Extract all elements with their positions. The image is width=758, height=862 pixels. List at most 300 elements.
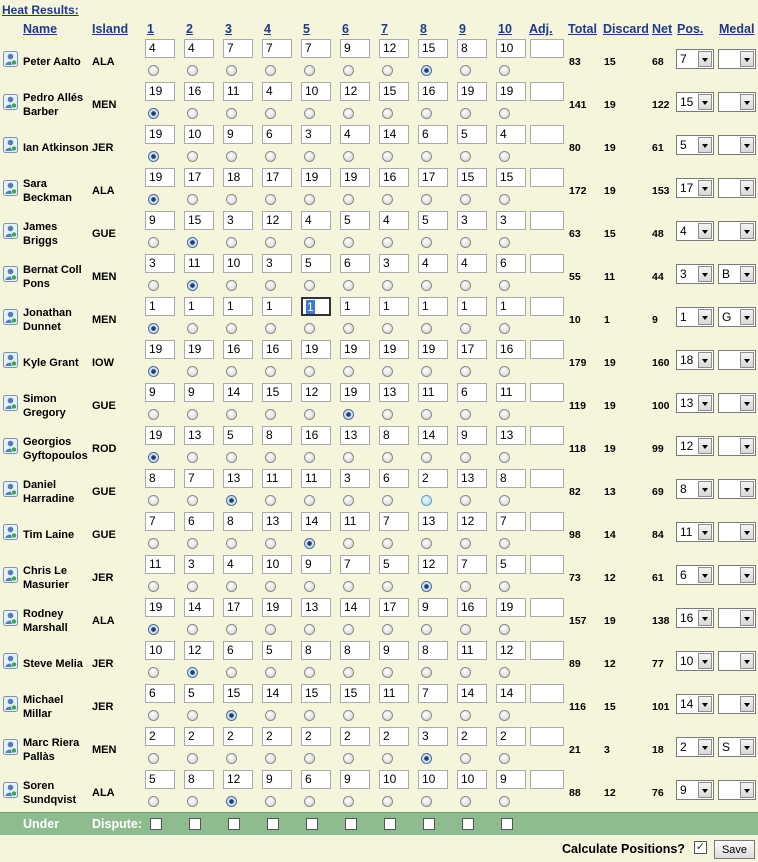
discard-radio[interactable] [187, 237, 198, 248]
race-score-input[interactable]: 15 [379, 82, 409, 101]
discard-radio[interactable] [304, 108, 315, 119]
race-score-input[interactable]: 7 [262, 39, 292, 58]
race-score-input[interactable]: 11 [379, 684, 409, 703]
discard-radio[interactable] [421, 65, 432, 76]
race-score-input[interactable]: 6 [301, 770, 331, 789]
discard-radio[interactable] [187, 753, 198, 764]
race-score-input[interactable]: 2 [457, 727, 487, 746]
discard-radio[interactable] [187, 366, 198, 377]
discard-radio[interactable] [226, 581, 237, 592]
chevron-down-icon[interactable] [698, 567, 712, 583]
adjustment-input[interactable] [530, 82, 564, 101]
discard-radio[interactable] [304, 581, 315, 592]
position-select[interactable] [676, 49, 714, 69]
race-score-input[interactable]: 6 [340, 254, 370, 273]
chevron-down-icon[interactable] [698, 266, 712, 282]
discard-radio[interactable] [382, 753, 393, 764]
discard-radio[interactable] [460, 409, 471, 420]
race-score-input[interactable]: 6 [496, 254, 526, 273]
race-score-input[interactable]: 8 [184, 770, 214, 789]
chevron-down-icon[interactable] [740, 395, 754, 411]
race-score-input[interactable]: 1 [301, 297, 331, 316]
discard-radio[interactable] [460, 753, 471, 764]
discard-radio[interactable] [265, 581, 276, 592]
race-score-input[interactable]: 12 [379, 39, 409, 58]
race-score-input[interactable]: 6 [418, 125, 448, 144]
position-select[interactable] [676, 92, 714, 112]
discard-radio[interactable] [499, 237, 510, 248]
race-score-input[interactable]: 10 [301, 82, 331, 101]
race-score-input[interactable]: 11 [301, 469, 331, 488]
user-status-icon[interactable] [3, 739, 18, 755]
adjustment-input[interactable] [530, 684, 564, 703]
discard-radio[interactable] [304, 796, 315, 807]
discard-radio[interactable] [226, 108, 237, 119]
discard-radio[interactable] [304, 667, 315, 678]
discard-radio[interactable] [304, 495, 315, 506]
discard-radio[interactable] [226, 667, 237, 678]
race-score-input[interactable]: 8 [379, 426, 409, 445]
discard-radio[interactable] [187, 581, 198, 592]
discard-radio[interactable] [460, 452, 471, 463]
discard-radio[interactable] [499, 151, 510, 162]
race-score-input[interactable]: 13 [262, 512, 292, 531]
race-score-input[interactable]: 18 [223, 168, 253, 187]
adjustment-input[interactable] [530, 211, 564, 230]
chevron-down-icon[interactable] [698, 653, 712, 669]
discard-radio[interactable] [304, 710, 315, 721]
discard-radio[interactable] [499, 108, 510, 119]
user-status-icon[interactable] [3, 94, 18, 110]
discard-radio[interactable] [460, 624, 471, 635]
race-score-input[interactable]: 15 [301, 684, 331, 703]
chevron-down-icon[interactable] [698, 696, 712, 712]
discard-radio[interactable] [460, 280, 471, 291]
position-select[interactable] [676, 350, 714, 370]
chevron-down-icon[interactable] [740, 137, 754, 153]
discard-radio[interactable] [304, 452, 315, 463]
chevron-down-icon[interactable] [740, 180, 754, 196]
race-score-input[interactable]: 12 [457, 512, 487, 531]
race-score-input[interactable]: 19 [379, 340, 409, 359]
race-score-input[interactable]: 19 [418, 340, 448, 359]
adjustment-input[interactable] [530, 39, 564, 58]
race-score-input[interactable]: 15 [457, 168, 487, 187]
discard-radio[interactable] [382, 409, 393, 420]
race-score-input[interactable]: 7 [418, 684, 448, 703]
race-score-input[interactable]: 8 [496, 469, 526, 488]
position-select[interactable] [676, 135, 714, 155]
race-score-input[interactable]: 5 [418, 211, 448, 230]
race-score-input[interactable]: 9 [145, 383, 175, 402]
adjustment-input[interactable] [530, 297, 564, 316]
race-score-input[interactable]: 10 [379, 770, 409, 789]
race-score-input[interactable]: 1 [418, 297, 448, 316]
discard-radio[interactable] [343, 409, 354, 420]
discard-radio[interactable] [187, 624, 198, 635]
race-score-input[interactable]: 5 [262, 641, 292, 660]
race-score-input[interactable]: 1 [262, 297, 292, 316]
race-score-input[interactable]: 8 [301, 641, 331, 660]
discard-radio[interactable] [499, 581, 510, 592]
race-score-input[interactable]: 6 [145, 684, 175, 703]
race-score-input[interactable]: 7 [184, 469, 214, 488]
medal-select[interactable] [718, 694, 756, 714]
discard-radio[interactable] [421, 366, 432, 377]
position-select[interactable] [676, 780, 714, 800]
discard-radio[interactable] [304, 323, 315, 334]
discard-radio[interactable] [226, 753, 237, 764]
discard-radio[interactable] [499, 710, 510, 721]
adjustment-input[interactable] [530, 426, 564, 445]
medal-select[interactable] [718, 135, 756, 155]
race-score-input[interactable]: 3 [379, 254, 409, 273]
race-score-input[interactable]: 2 [496, 727, 526, 746]
discard-radio[interactable] [226, 624, 237, 635]
discard-radio[interactable] [421, 108, 432, 119]
discard-radio[interactable] [304, 65, 315, 76]
discard-radio[interactable] [148, 366, 159, 377]
medal-select[interactable] [718, 307, 756, 327]
chevron-down-icon[interactable] [698, 524, 712, 540]
discard-radio[interactable] [343, 796, 354, 807]
race-score-input[interactable]: 19 [301, 340, 331, 359]
discard-radio[interactable] [226, 452, 237, 463]
race-score-input[interactable]: 10 [262, 555, 292, 574]
discard-radio[interactable] [265, 753, 276, 764]
position-select[interactable] [676, 522, 714, 542]
race-score-input[interactable]: 5 [145, 770, 175, 789]
user-status-icon[interactable] [3, 567, 18, 583]
race-score-input[interactable]: 4 [418, 254, 448, 273]
medal-select[interactable] [718, 393, 756, 413]
adjustment-input[interactable] [530, 125, 564, 144]
discard-radio[interactable] [382, 280, 393, 291]
discard-radio[interactable] [304, 624, 315, 635]
race-score-input[interactable]: 17 [457, 340, 487, 359]
race-score-input[interactable]: 9 [340, 770, 370, 789]
discard-radio[interactable] [265, 452, 276, 463]
discard-radio[interactable] [187, 667, 198, 678]
race-score-input[interactable]: 14 [457, 684, 487, 703]
race-score-input[interactable]: 4 [301, 211, 331, 230]
race-score-input[interactable]: 16 [418, 82, 448, 101]
discard-radio[interactable] [460, 581, 471, 592]
discard-radio[interactable] [226, 237, 237, 248]
race-score-input[interactable]: 7 [379, 512, 409, 531]
adjustment-input[interactable] [530, 469, 564, 488]
race-score-input[interactable]: 8 [262, 426, 292, 445]
discard-radio[interactable] [226, 323, 237, 334]
chevron-down-icon[interactable] [698, 51, 712, 67]
race-score-input[interactable]: 16 [379, 168, 409, 187]
race-score-input[interactable]: 15 [184, 211, 214, 230]
race-score-input[interactable]: 14 [262, 684, 292, 703]
dispute-checkbox-race-1[interactable] [150, 818, 162, 830]
race-score-input[interactable]: 4 [184, 39, 214, 58]
medal-select[interactable] [718, 780, 756, 800]
discard-radio[interactable] [460, 495, 471, 506]
chevron-down-icon[interactable] [698, 180, 712, 196]
chevron-down-icon[interactable] [740, 481, 754, 497]
race-score-input[interactable]: 4 [223, 555, 253, 574]
discard-radio[interactable] [460, 366, 471, 377]
position-select[interactable] [676, 608, 714, 628]
race-score-input[interactable]: 3 [457, 211, 487, 230]
discard-radio[interactable] [226, 409, 237, 420]
race-score-input[interactable]: 9 [496, 770, 526, 789]
discard-radio[interactable] [499, 624, 510, 635]
race-score-input[interactable]: 5 [496, 555, 526, 574]
discard-radio[interactable] [187, 65, 198, 76]
discard-radio[interactable] [265, 538, 276, 549]
discard-radio[interactable] [265, 237, 276, 248]
race-score-input[interactable]: 16 [262, 340, 292, 359]
discard-radio[interactable] [187, 409, 198, 420]
discard-radio[interactable] [187, 495, 198, 506]
dispute-checkbox-race-4[interactable] [267, 818, 279, 830]
medal-select[interactable] [718, 92, 756, 112]
adjustment-input[interactable] [530, 770, 564, 789]
dispute-checkbox-race-9[interactable] [462, 818, 474, 830]
chevron-down-icon[interactable] [740, 266, 754, 282]
discard-radio[interactable] [421, 452, 432, 463]
discard-radio[interactable] [148, 495, 159, 506]
race-score-input[interactable]: 7 [457, 555, 487, 574]
medal-select[interactable] [718, 49, 756, 69]
race-score-input[interactable]: 16 [496, 340, 526, 359]
race-score-input[interactable]: 9 [418, 598, 448, 617]
discard-radio[interactable] [304, 753, 315, 764]
discard-radio[interactable] [460, 194, 471, 205]
adjustment-input[interactable] [530, 727, 564, 746]
chevron-down-icon[interactable] [698, 352, 712, 368]
discard-radio[interactable] [265, 667, 276, 678]
dispute-checkbox-race-2[interactable] [189, 818, 201, 830]
chevron-down-icon[interactable] [698, 137, 712, 153]
discard-radio[interactable] [343, 710, 354, 721]
race-score-input[interactable]: 15 [418, 39, 448, 58]
discard-radio[interactable] [265, 151, 276, 162]
race-score-input[interactable]: 4 [496, 125, 526, 144]
chevron-down-icon[interactable] [740, 782, 754, 798]
race-score-input[interactable]: 12 [301, 383, 331, 402]
race-score-input[interactable]: 13 [418, 512, 448, 531]
race-score-input[interactable]: 17 [262, 168, 292, 187]
race-score-input[interactable]: 19 [145, 340, 175, 359]
race-score-input[interactable]: 12 [418, 555, 448, 574]
discard-radio[interactable] [382, 366, 393, 377]
medal-select[interactable] [718, 178, 756, 198]
race-score-input[interactable]: 2 [262, 727, 292, 746]
discard-radio[interactable] [304, 538, 315, 549]
adjustment-input[interactable] [530, 641, 564, 660]
user-status-icon[interactable] [3, 524, 18, 540]
discard-radio[interactable] [304, 280, 315, 291]
race-score-input[interactable]: 19 [340, 168, 370, 187]
race-score-input[interactable]: 19 [301, 168, 331, 187]
discard-radio[interactable] [265, 409, 276, 420]
chevron-down-icon[interactable] [740, 352, 754, 368]
chevron-down-icon[interactable] [740, 524, 754, 540]
discard-radio[interactable] [226, 151, 237, 162]
race-score-input[interactable]: 19 [145, 426, 175, 445]
discard-radio[interactable] [343, 366, 354, 377]
discard-radio[interactable] [148, 151, 159, 162]
discard-radio[interactable] [304, 237, 315, 248]
chevron-down-icon[interactable] [740, 94, 754, 110]
discard-radio[interactable] [382, 452, 393, 463]
race-score-input[interactable]: 13 [379, 383, 409, 402]
race-score-input[interactable]: 10 [223, 254, 253, 273]
discard-radio[interactable] [187, 796, 198, 807]
race-score-input[interactable]: 3 [145, 254, 175, 273]
discard-radio[interactable] [187, 108, 198, 119]
race-score-input[interactable]: 3 [496, 211, 526, 230]
race-score-input[interactable]: 3 [418, 727, 448, 746]
position-select[interactable] [676, 436, 714, 456]
adjustment-input[interactable] [530, 383, 564, 402]
medal-select[interactable] [718, 479, 756, 499]
dispute-checkbox-race-10[interactable] [501, 818, 513, 830]
discard-radio[interactable] [148, 796, 159, 807]
discard-radio[interactable] [148, 710, 159, 721]
race-score-input[interactable]: 1 [223, 297, 253, 316]
discard-radio[interactable] [421, 280, 432, 291]
race-score-input[interactable]: 19 [457, 82, 487, 101]
race-score-input[interactable]: 12 [340, 82, 370, 101]
race-score-input[interactable]: 11 [145, 555, 175, 574]
position-select[interactable] [676, 393, 714, 413]
discard-radio[interactable] [148, 452, 159, 463]
discard-radio[interactable] [148, 667, 159, 678]
position-select[interactable] [676, 651, 714, 671]
race-score-input[interactable]: 4 [262, 82, 292, 101]
chevron-down-icon[interactable] [740, 438, 754, 454]
chevron-down-icon[interactable] [740, 739, 754, 755]
discard-radio[interactable] [460, 65, 471, 76]
discard-radio[interactable] [421, 151, 432, 162]
discard-radio[interactable] [265, 65, 276, 76]
race-score-input[interactable]: 1 [457, 297, 487, 316]
dispute-checkbox-race-5[interactable] [306, 818, 318, 830]
race-score-input[interactable]: 13 [340, 426, 370, 445]
user-status-icon[interactable] [3, 438, 18, 454]
position-select[interactable] [676, 221, 714, 241]
position-select[interactable] [676, 307, 714, 327]
discard-radio[interactable] [148, 65, 159, 76]
medal-select[interactable] [718, 350, 756, 370]
discard-radio[interactable] [148, 280, 159, 291]
discard-radio[interactable] [382, 538, 393, 549]
race-score-input[interactable]: 10 [496, 39, 526, 58]
race-score-input[interactable]: 12 [223, 770, 253, 789]
race-score-input[interactable]: 13 [457, 469, 487, 488]
chevron-down-icon[interactable] [698, 94, 712, 110]
discard-radio[interactable] [499, 366, 510, 377]
discard-radio[interactable] [343, 538, 354, 549]
discard-radio[interactable] [148, 624, 159, 635]
dispute-checkbox-race-3[interactable] [228, 818, 240, 830]
chevron-down-icon[interactable] [698, 782, 712, 798]
race-score-input[interactable]: 4 [340, 125, 370, 144]
discard-radio[interactable] [265, 710, 276, 721]
discard-radio[interactable] [148, 108, 159, 119]
race-score-input[interactable]: 19 [496, 82, 526, 101]
race-score-input[interactable]: 7 [145, 512, 175, 531]
discard-radio[interactable] [187, 194, 198, 205]
race-score-input[interactable]: 7 [340, 555, 370, 574]
chevron-down-icon[interactable] [698, 438, 712, 454]
discard-radio[interactable] [265, 366, 276, 377]
discard-radio[interactable] [460, 151, 471, 162]
discard-radio[interactable] [343, 495, 354, 506]
chevron-down-icon[interactable] [698, 481, 712, 497]
race-score-input[interactable]: 13 [496, 426, 526, 445]
position-select[interactable] [676, 694, 714, 714]
race-score-input[interactable]: 5 [301, 254, 331, 273]
race-score-input[interactable]: 9 [145, 211, 175, 230]
race-score-input[interactable]: 8 [340, 641, 370, 660]
discard-radio[interactable] [226, 796, 237, 807]
race-score-input[interactable]: 1 [184, 297, 214, 316]
medal-select[interactable] [718, 436, 756, 456]
discard-radio[interactable] [421, 667, 432, 678]
race-score-input[interactable]: 14 [184, 598, 214, 617]
discard-radio[interactable] [421, 624, 432, 635]
race-score-input[interactable]: 2 [379, 727, 409, 746]
discard-radio[interactable] [421, 796, 432, 807]
discard-radio[interactable] [343, 323, 354, 334]
chevron-down-icon[interactable] [740, 653, 754, 669]
adjustment-input[interactable] [530, 512, 564, 531]
race-score-input[interactable]: 10 [418, 770, 448, 789]
discard-radio[interactable] [460, 710, 471, 721]
race-score-input[interactable]: 11 [496, 383, 526, 402]
discard-radio[interactable] [499, 194, 510, 205]
discard-radio[interactable] [343, 581, 354, 592]
discard-radio[interactable] [148, 538, 159, 549]
race-score-input[interactable]: 5 [457, 125, 487, 144]
discard-radio[interactable] [382, 151, 393, 162]
medal-select[interactable] [718, 565, 756, 585]
discard-radio[interactable] [187, 452, 198, 463]
race-score-input[interactable]: 12 [496, 641, 526, 660]
race-score-input[interactable]: 8 [418, 641, 448, 660]
race-score-input[interactable]: 6 [223, 641, 253, 660]
discard-radio[interactable] [148, 323, 159, 334]
race-score-input[interactable]: 9 [340, 39, 370, 58]
discard-radio[interactable] [421, 409, 432, 420]
position-select[interactable] [676, 264, 714, 284]
discard-radio[interactable] [382, 581, 393, 592]
race-score-input[interactable]: 17 [379, 598, 409, 617]
discard-radio[interactable] [343, 667, 354, 678]
discard-radio[interactable] [343, 237, 354, 248]
user-status-icon[interactable] [3, 137, 18, 153]
user-status-icon[interactable] [3, 266, 18, 282]
discard-radio[interactable] [226, 710, 237, 721]
race-score-input[interactable]: 5 [223, 426, 253, 445]
race-score-input[interactable]: 9 [262, 770, 292, 789]
race-score-input[interactable]: 11 [418, 383, 448, 402]
race-score-input[interactable]: 2 [184, 727, 214, 746]
discard-radio[interactable] [421, 194, 432, 205]
discard-radio[interactable] [382, 624, 393, 635]
race-score-input[interactable]: 13 [223, 469, 253, 488]
race-score-input[interactable]: 11 [262, 469, 292, 488]
position-select[interactable] [676, 737, 714, 757]
